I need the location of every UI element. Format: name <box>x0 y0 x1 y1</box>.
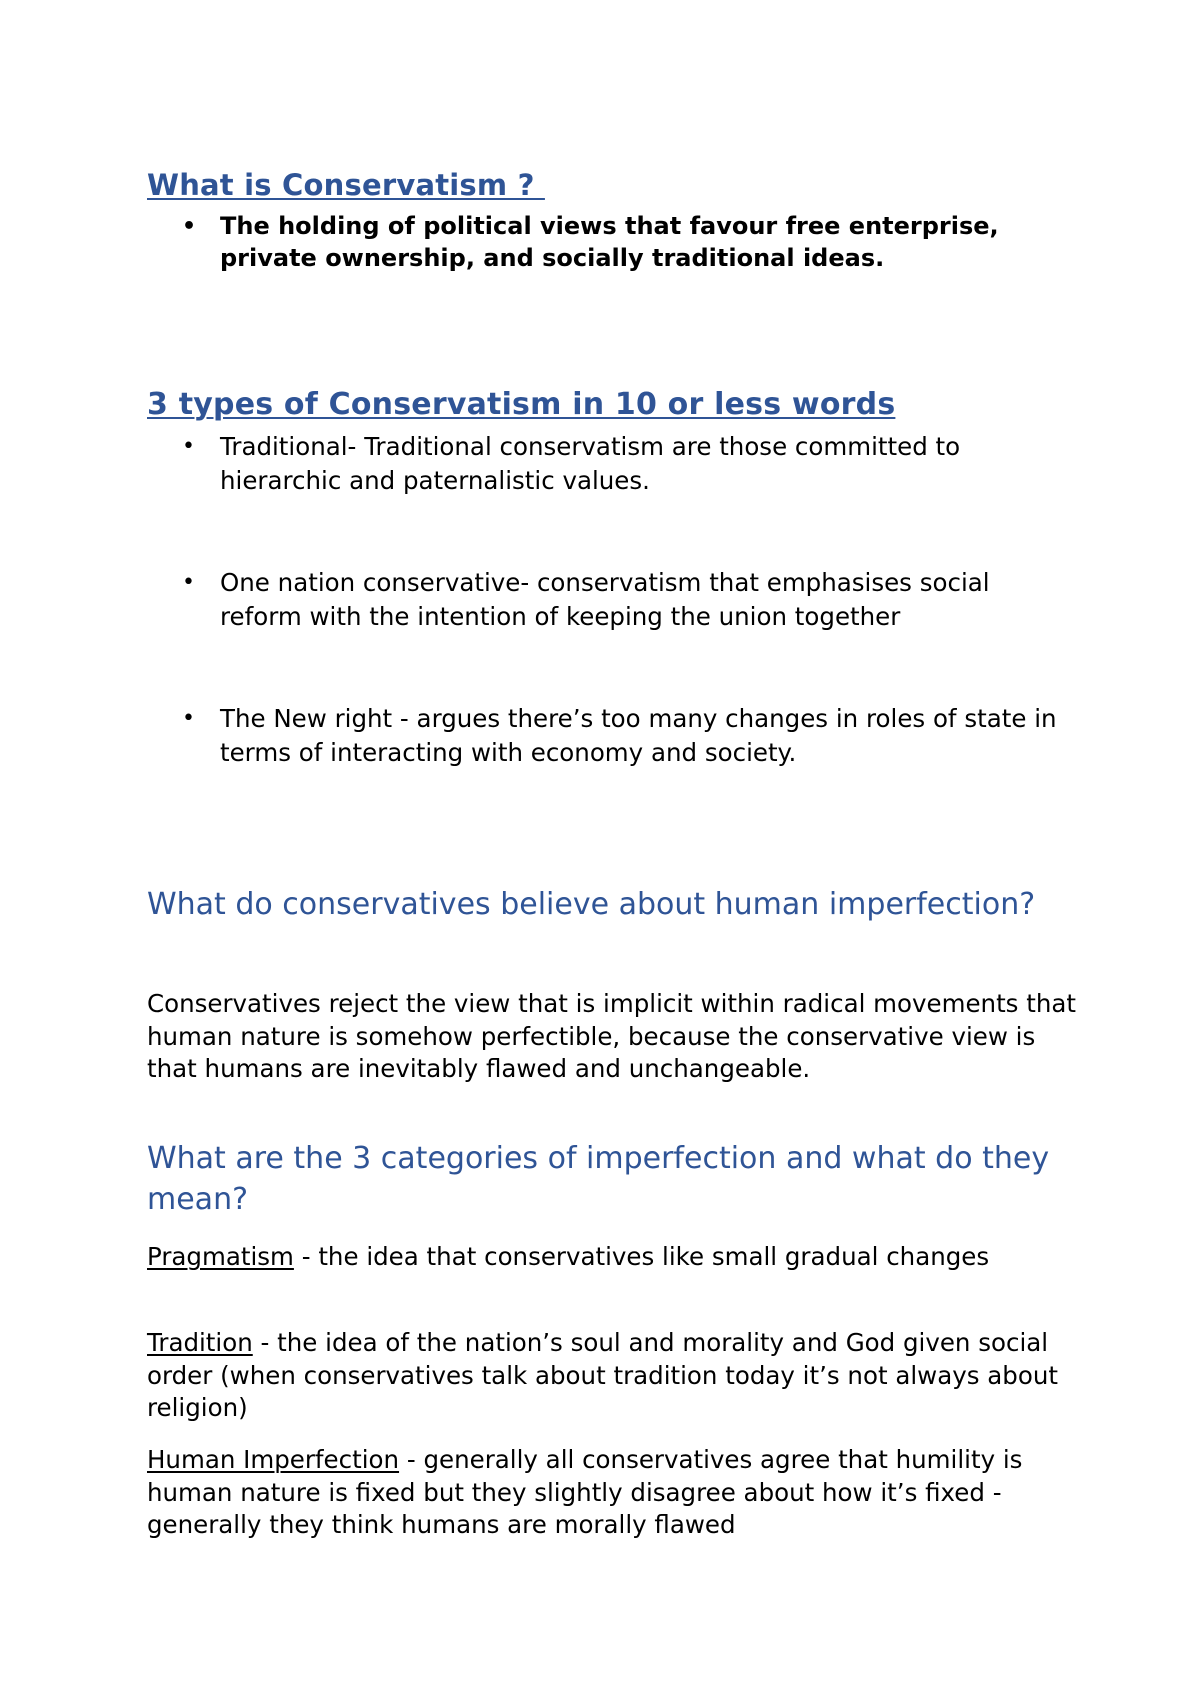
heading-human-imperfection: What do conservatives believe about human imperfection? <box>147 887 1036 922</box>
list-item-text: The holding of political views that favour free enterprise, private ownership, and socially traditional ideas. <box>220 212 999 272</box>
heading-three-categories: What are the 3 categories of imperfection and what do they mean? <box>147 1141 1050 1217</box>
term-tradition: Tradition <box>147 1328 253 1357</box>
list-item-one-nation <box>147 566 1077 634</box>
definition-pragmatism: - the idea that conservatives like small gradual changes <box>293 1242 990 1271</box>
list-item-traditional <box>147 430 1077 498</box>
list-item-text: Traditional- Traditional conservatism are those committed to hierarchic and paternalistic values. <box>220 432 961 495</box>
category-pragmatism <box>147 1241 1077 1274</box>
paragraph-human-imperfection: Conservatives reject the view that is implicit within radical movements that human nature is somehow perfectible, because the conservative view is that humans are inevitably flawed and unchangeable. <box>147 989 1076 1083</box>
bullet-icon: • <box>182 434 195 459</box>
category-tradition <box>147 1327 1077 1425</box>
heading-three-types: 3 types of Conservatism in 10 or less words <box>147 387 896 422</box>
definition-tradition: - the idea of the nation’s soul and morality and God given social order (when conservatives talk about tradition today it’s not always about religion) <box>147 1328 1058 1422</box>
list-item <box>147 211 1077 274</box>
definition-human-imperfection: - generally all conservatives agree that humility is human nature is fixed but they slightly disagree about how it’s fixed - generally they think humans are morally flawed <box>147 1445 1023 1539</box>
list-item-text: The New right - argues there’s too many changes in roles of state in terms of interacting with economy and society. <box>220 704 1057 767</box>
bullet-icon: • <box>182 570 195 595</box>
bullet-icon: • <box>182 706 195 731</box>
term-pragmatism: Pragmatism <box>147 1242 294 1271</box>
category-human-imperfection <box>147 1444 1077 1542</box>
bullet-icon: • <box>182 214 197 239</box>
term-human-imperfection: Human Imperfection <box>147 1445 400 1474</box>
list-item-new-right <box>147 702 1077 770</box>
definition-list <box>147 211 1077 274</box>
list-item-text: One nation conservative- conservatism that emphasises social reform with the intention of keeping the union together <box>220 568 990 631</box>
heading-what-is-conservatism: What is Conservatism ? <box>147 168 545 202</box>
types-list <box>147 430 1077 838</box>
